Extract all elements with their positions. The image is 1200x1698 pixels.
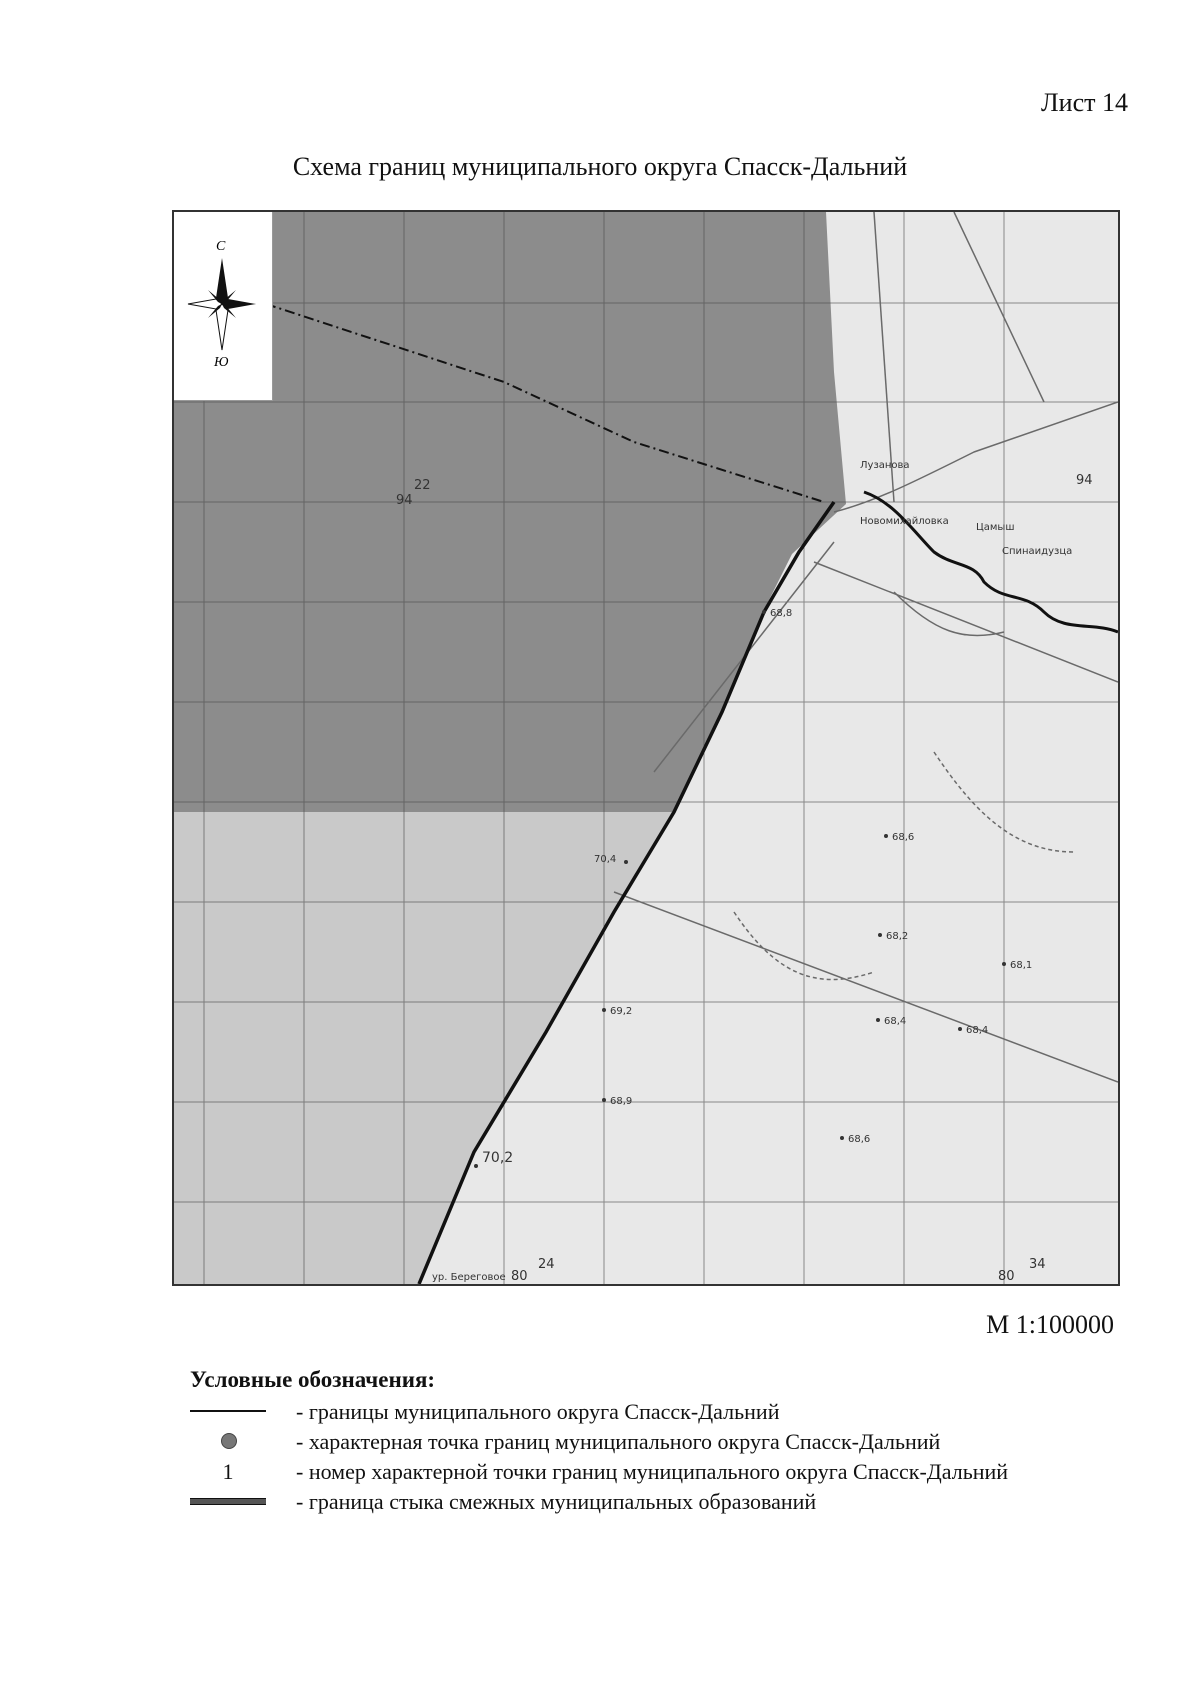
- compass-rose-icon: [174, 212, 272, 400]
- legend: [190, 1367, 1150, 1517]
- legend-boundary-line-symbol: [190, 1397, 270, 1427]
- map-canvas[interactable]: [174, 212, 1118, 1284]
- grid-label: 94: [396, 493, 413, 508]
- page-title: Схема границ муниципального округа Спасск-Дальний: [292, 152, 908, 181]
- spot-height: 68,9: [610, 1096, 633, 1107]
- legend-number-symbol: 1: [222, 1459, 234, 1484]
- map-scale: М 1:100000: [986, 1310, 1114, 1339]
- spot-height: 68,4: [966, 1025, 989, 1036]
- place-name: Новомихайловка: [860, 516, 949, 527]
- place-name: Спинаидузца: [1002, 546, 1073, 557]
- spot-height: 68,6: [848, 1134, 871, 1145]
- spot-height: 70,2: [482, 1150, 514, 1166]
- spot-height: 68,4: [884, 1016, 907, 1027]
- legend-text: - характерная точка границ муниципального округа Спасск-Дальний: [296, 1429, 941, 1454]
- place-name: Лузанова: [860, 460, 910, 471]
- place-name: ур. Береговое: [432, 1272, 506, 1283]
- svg-text:С: С: [216, 239, 226, 254]
- legend-item: [190, 1457, 1150, 1487]
- spot-height: 70,4: [594, 854, 617, 865]
- spot-height: 69,2: [610, 1006, 633, 1017]
- grid-label: 80: [511, 1269, 528, 1284]
- legend-item: [190, 1427, 1150, 1457]
- sheet-number: Лист 14: [1041, 88, 1128, 117]
- grid-label: 22: [414, 478, 431, 493]
- legend-text: - номер характерной точки границ муниципального округа Спасск-Дальний: [296, 1459, 1009, 1484]
- legend-junction-line-symbol: [190, 1487, 270, 1517]
- map-frame[interactable]: [172, 210, 1120, 1286]
- compass-panel: [174, 212, 273, 401]
- legend-text: - граница стыка смежных муниципальных образований: [296, 1489, 817, 1514]
- legend-item: [190, 1397, 1150, 1427]
- spot-height: 68,8: [770, 608, 793, 619]
- grid-label: 34: [1029, 1257, 1046, 1272]
- legend-title: Условные обозначения:: [190, 1367, 436, 1392]
- legend-point-symbol: [190, 1427, 270, 1457]
- spot-height: 68,6: [892, 832, 915, 843]
- svg-text:Ю: Ю: [214, 355, 229, 370]
- spot-height: 68,1: [1010, 960, 1033, 971]
- legend-text: - границы муниципального округа Спасск-Дальний: [296, 1399, 780, 1424]
- place-name: Цамыш: [976, 522, 1015, 533]
- grid-label: 94: [1076, 473, 1093, 488]
- spot-height: 68,2: [886, 931, 909, 942]
- grid-label: 24: [538, 1257, 555, 1272]
- grid-label: 80: [998, 1269, 1015, 1284]
- legend-item: [190, 1487, 1150, 1517]
